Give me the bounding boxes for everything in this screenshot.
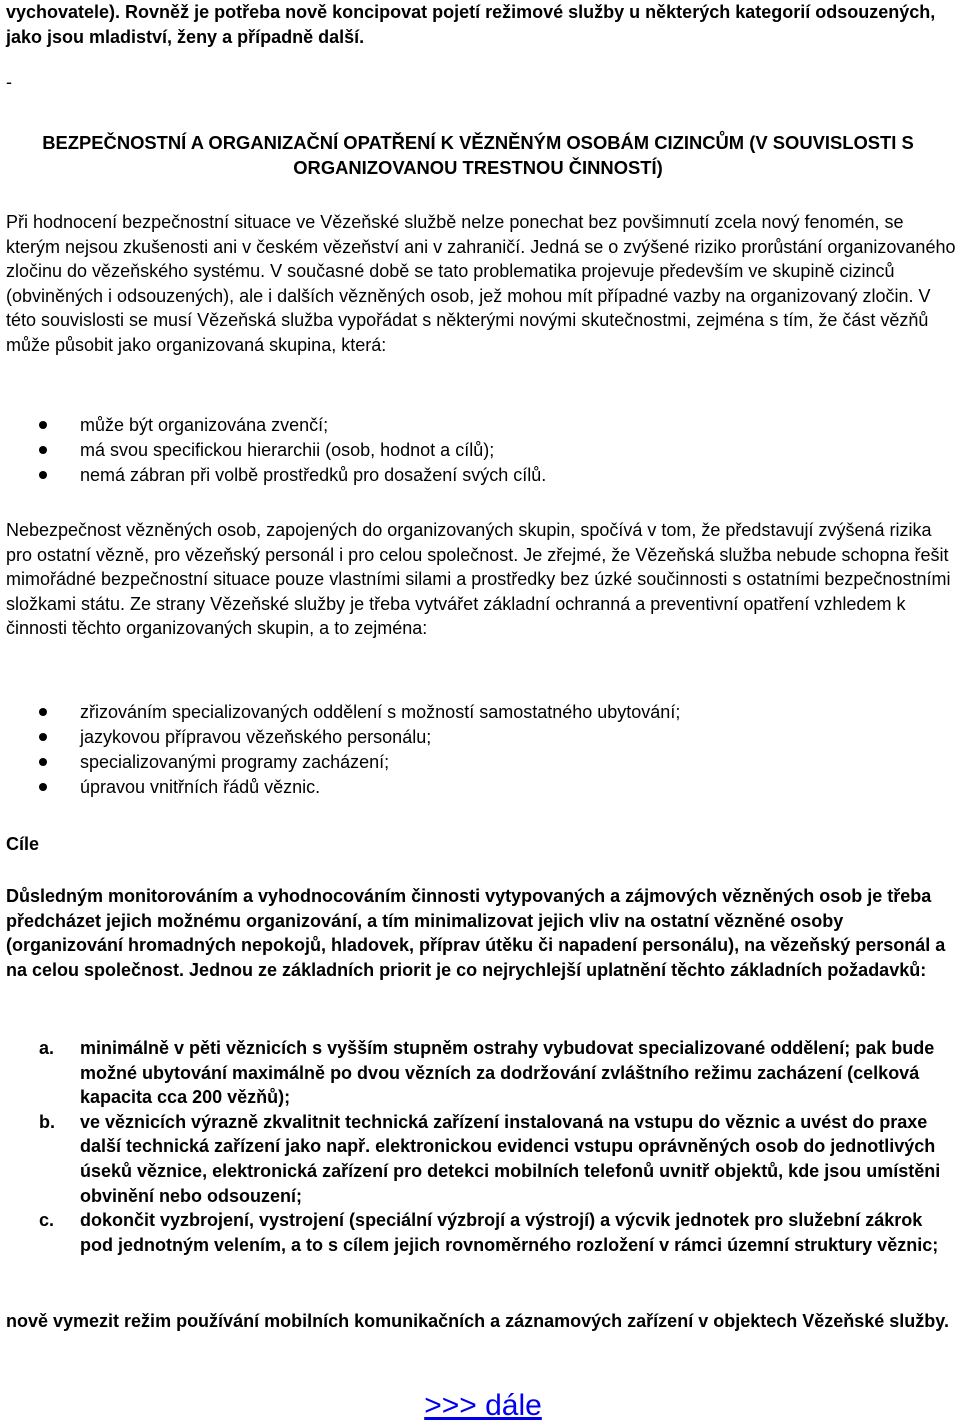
paragraph-3: Důsledným monitorováním a vyhodnocováním činnosti vytypovaných a zájmových vězněných osob je třeba předcházet jejich možnému organizování, a tím minimalizovat jejich vliv na ostatní vězněné osoby (organizování hromadných nepokojů, hladovek, příprav útěku či napadení personálu), na vězeňský personál a na celou společnost. Jednou ze základních priorit je co nejrychlejší uplatnění těchto základních požadavků: bbox=[6, 886, 946, 980]
list-item bbox=[6, 700, 680, 725]
list-item-text: nemá zábran při volbě prostředků pro dosažení svých cílů. bbox=[80, 465, 547, 485]
intro-paragraph: vychovatele). Rovněž je potřeba nově koncipovat pojetí režimové služby u některých kategorií odsouzených, jako jsou mladiství, ženy a případně další. bbox=[6, 2, 936, 47]
list-item bbox=[6, 1036, 960, 1110]
goals-heading: Cíle bbox=[6, 834, 40, 854]
bullet-list-1 bbox=[6, 413, 546, 488]
paragraph-2: Nebezpečnost vězněných osob, zapojených do organizovaných skupin, spočívá v tom, že představují zvýšená rizika pro ostatní vězně, pro vězeňský personál i pro celou společnost. Je zřejmé, že Vězeňská služba nebude schopna řešit mimořádné bezpečnostní situace pouze vlastními silami a prostředky bez úzké součinnosti s ostatními bezpečnostními složkami státu. Ze strany Vězeňské služby je třeba vytvářet základní ochranná a preventivní opatření vzhledem k činnosti těchto organizovaných skupin, a to zejména: bbox=[6, 520, 951, 639]
lettered-list bbox=[6, 1036, 960, 1257]
dash-separator: - bbox=[6, 72, 12, 92]
list-item-text: jazykovou přípravou vězeňského personálu; bbox=[80, 727, 432, 747]
list-item bbox=[6, 1208, 960, 1257]
list-item bbox=[6, 1110, 960, 1208]
section-heading: BEZPEČNOSTNÍ A ORGANIZAČNÍ OPATŘENÍ K VĚZNĚNÝM OSOBÁM CIZINCŮM (V SOUVISLOSTI S ORGANIZOVANOU TRESTNOU ČINNOSTÍ) bbox=[42, 132, 914, 178]
paragraph-1: Při hodnocení bezpečnostní situace ve Vězeňské službě nelze ponechat bez povšimnutí zcela nový fenomén, se kterým nejsou zkušenosti ani v českém vězeňství ani v zahraničí. Jedná se o zvýšené riziko prorůstání organizovaného zločinu do vězeňského systému. V současné době se tato problematika projevuje především ve skupině cizinců (obviněných i odsouzených), ale i dalších vězněných osob, jež mohou mít případné vazby na organizovaný zločin. V této souvislosti se musí Vězeňská služba vypořádat s některými novými skutečnostmi, zejména s tím, že část vězňů může působit jako organizovaná skupina, která: bbox=[6, 212, 956, 355]
bullet-icon bbox=[39, 733, 47, 741]
bullet-icon bbox=[39, 446, 47, 454]
list-item-text: specializovanými programy zacházení; bbox=[80, 752, 390, 772]
list-marker: a. bbox=[39, 1038, 55, 1058]
next-page-container bbox=[6, 1388, 960, 1424]
next-page-link[interactable]: >>> dále bbox=[424, 1389, 542, 1422]
list-item-text: zřizováním specializovaných oddělení s možností samostatného ubytování; bbox=[80, 702, 681, 722]
list-item bbox=[6, 725, 680, 750]
list-item-text: úpravou vnitřních řádů věznic. bbox=[80, 777, 321, 797]
bullet-icon bbox=[39, 421, 47, 429]
bullet-icon bbox=[39, 708, 47, 716]
list-item-text: dokončit vyzbrojení, vystrojení (speciální výzbrojí a výstrojí) a výcvik jednotek pro služební zákrok pod jednotným velením, a to s cílem jejich rovnoměrného rozložení v rámci územní struktury věznic; bbox=[80, 1210, 939, 1255]
bullet-icon bbox=[39, 783, 47, 791]
bullet-icon bbox=[39, 758, 47, 766]
list-item bbox=[6, 463, 546, 488]
list-item bbox=[6, 438, 546, 463]
bullet-icon bbox=[39, 471, 47, 479]
list-item bbox=[6, 750, 680, 775]
list-marker: c. bbox=[39, 1210, 55, 1231]
list-item-text: má svou specifickou hierarchii (osob, hodnot a cílů); bbox=[80, 440, 495, 460]
list-item-text: může být organizována zvenčí; bbox=[80, 415, 329, 435]
list-item bbox=[6, 775, 680, 800]
list-item bbox=[6, 413, 546, 438]
list-item-text: minimálně v pěti věznicích s vyšším stupněm ostrahy vybudovat specializované oddělení; pak bude možné ubytování maximálně po dvou vězních za dodržování zvláštního režimu zacházení (celková kapacita cca 200 vězňů); bbox=[80, 1038, 935, 1108]
list-marker: b. bbox=[39, 1111, 55, 1132]
paragraph-4: nově vymezit režim používání mobilních komunikačních a záznamových zařízení v objektech Vězeňské služby. bbox=[6, 1311, 949, 1331]
list-item-text: ve věznicích výrazně zkvalitnit technická zařízení instalovaná na vstupu do věznic a uvést do praxe další technická zařízení jako např. elektronickou evidenci vstupu oprávněných osob do jednotlivých úseků věznice, elektronická zařízení pro detekci mobilních telefonů uvnitř objektů, kde jsou umístěni obvinění nebo odsouzení; bbox=[80, 1111, 941, 1206]
bullet-list-2 bbox=[6, 700, 680, 800]
